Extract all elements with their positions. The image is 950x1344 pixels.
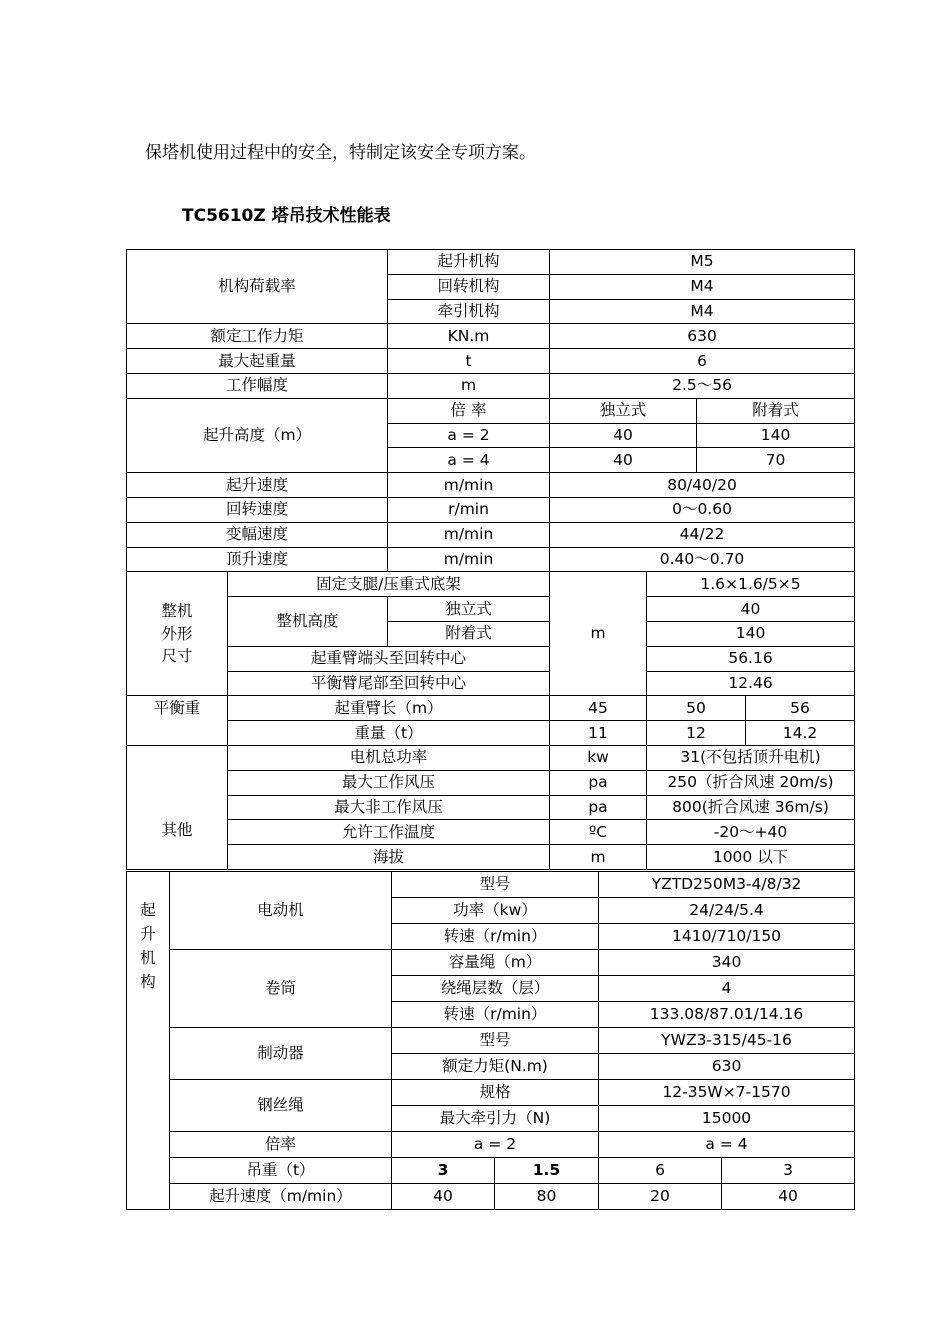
- radius-unit: m: [388, 373, 550, 398]
- brake-model-label: 型号: [392, 1028, 599, 1054]
- trolley-mech-value: M4: [550, 299, 855, 324]
- weight-label: 重量（t）: [228, 721, 550, 746]
- load-label: 吊重（t）: [170, 1158, 392, 1184]
- max-wind-label: 最大工作风压: [228, 770, 550, 795]
- load-value: 3: [722, 1158, 855, 1184]
- slew-mech-value: M4: [550, 274, 855, 299]
- table-row: [127, 1080, 855, 1106]
- max-nonwork-wind-unit: pa: [550, 795, 647, 820]
- load-value: 6: [599, 1158, 722, 1184]
- a4-free-value: 40: [550, 448, 697, 473]
- luff-speed-unit: m/min: [388, 522, 550, 547]
- hoist-speed-unit: m/min: [388, 473, 550, 498]
- climb-speed-unit: m/min: [388, 547, 550, 572]
- table-row: [127, 1184, 855, 1210]
- jib-end-value: 56.16: [647, 646, 855, 671]
- a2-free-value: 40: [550, 423, 697, 448]
- max-load-label: 最大起重量: [127, 349, 388, 374]
- altitude-unit: m: [550, 845, 647, 870]
- weight-value: 14.2: [746, 721, 855, 746]
- table-row: [127, 671, 855, 696]
- motor-speed-label: 转速（r/min）: [392, 924, 599, 950]
- reeving-a2: a = 2: [388, 423, 550, 448]
- attached-header: 附着式: [697, 398, 855, 423]
- hoist-label-char: 起: [140, 901, 156, 919]
- hoist-label-char: 机: [140, 949, 156, 968]
- dims-label-3: 尺寸: [161, 647, 193, 666]
- table-row: [127, 572, 855, 597]
- table-row: [127, 373, 855, 398]
- att-value: 140: [647, 621, 855, 646]
- power-value: 31(不包括顶升电机): [647, 745, 855, 770]
- motor-label: 电动机: [170, 872, 392, 950]
- hoist-mech-label: 起升机构: [388, 250, 550, 275]
- dims-label: [127, 572, 228, 696]
- table-row: [127, 250, 855, 275]
- motor-power-value: 24/24/5.4: [599, 898, 855, 924]
- table-row: [127, 696, 855, 721]
- lift-speed-label: 起升速度（m/min）: [170, 1184, 392, 1210]
- dims-label-1: 整机: [161, 602, 193, 621]
- free-label: 独立式: [388, 597, 550, 622]
- rope-spec-value: 12-35W×7-1570: [599, 1080, 855, 1106]
- jib-end-label: 起重臂端头至回转中心: [228, 646, 550, 671]
- table-row: [127, 349, 855, 374]
- table-row: [127, 547, 855, 572]
- dims-unit: m: [550, 572, 647, 696]
- max-nonwork-wind-value: 800(折合风速 36m/s): [647, 795, 855, 820]
- table-row: [127, 845, 855, 870]
- rated-moment-value: 630: [550, 324, 855, 349]
- table-row: [127, 872, 855, 898]
- rope-spec-label: 规格: [392, 1080, 599, 1106]
- table-row: [127, 497, 855, 522]
- reeving-a2: a = 2: [392, 1132, 599, 1158]
- reeving-a4: a = 4: [388, 448, 550, 473]
- max-load-value: 6: [550, 349, 855, 374]
- jib-len-value: 56: [746, 696, 855, 721]
- temp-value: -20～+40: [647, 820, 855, 845]
- slew-mech-label: 回转机构: [388, 274, 550, 299]
- rated-moment-unit: KN.m: [388, 324, 550, 349]
- slew-speed-label: 回转速度: [127, 497, 388, 522]
- power-label: 电机总功率: [228, 745, 550, 770]
- rope-pull-value: 15000: [599, 1106, 855, 1132]
- slew-speed-value: 0～0.60: [550, 497, 855, 522]
- luff-speed-value: 44/22: [550, 522, 855, 547]
- lift-speed-value: 40: [722, 1184, 855, 1210]
- jib-len-value: 50: [647, 696, 746, 721]
- dims-label-2: 外形: [161, 624, 193, 643]
- drum-speed-label: 转速（r/min）: [392, 1002, 599, 1028]
- altitude-value: 1000 以下: [647, 845, 855, 870]
- table-row: [127, 745, 855, 770]
- brake-torque-value: 630: [599, 1054, 855, 1080]
- motor-power-label: 功率（kw）: [392, 898, 599, 924]
- table-row: [127, 770, 855, 795]
- brake-label: 制动器: [170, 1028, 392, 1080]
- drum-layers-label: 绕绳层数（层）: [392, 976, 599, 1002]
- freestanding-header: 独立式: [550, 398, 697, 423]
- radius-value: 2.5～56: [550, 373, 855, 398]
- drum-layers-value: 4: [599, 976, 855, 1002]
- jib-len-label: 起重臂长（m）: [228, 696, 550, 721]
- cjib-end-label: 平衡臂尾部至回转中心: [228, 671, 550, 696]
- rope-pull-label: 最大牵引力（N): [392, 1106, 599, 1132]
- hoist-speed-label: 起升速度: [127, 473, 388, 498]
- table-row: [127, 473, 855, 498]
- lift-speed-value: 40: [392, 1184, 495, 1210]
- max-wind-value: 250（折合风速 20m/s): [647, 770, 855, 795]
- reeving-label: 倍率: [170, 1132, 392, 1158]
- slew-speed-unit: r/min: [388, 497, 550, 522]
- hoist-speed-value: 80/40/20: [550, 473, 855, 498]
- other-label: 其他: [127, 745, 228, 869]
- max-wind-unit: pa: [550, 770, 647, 795]
- max-load-unit: t: [388, 349, 550, 374]
- table-row: [127, 398, 855, 423]
- altitude-label: 海拔: [228, 845, 550, 870]
- lift-height-label: 起升高度（m）: [127, 398, 388, 472]
- att-label: 附着式: [388, 621, 550, 646]
- hoist-table: [126, 871, 855, 1210]
- radius-label: 工作幅度: [127, 373, 388, 398]
- climb-speed-value: 0.40～0.70: [550, 547, 855, 572]
- trolley-mech-label: 牵引机构: [388, 299, 550, 324]
- hoist-label-char: 构: [140, 973, 156, 992]
- jib-len-value: 45: [550, 696, 647, 721]
- counterweight-label: 平衡重: [127, 696, 228, 746]
- max-nonwork-wind-label: 最大非工作风压: [228, 795, 550, 820]
- hoist-mech-value: M5: [550, 250, 855, 275]
- base-label: 固定支腿/压重式底架: [228, 572, 550, 597]
- table-row: [127, 1028, 855, 1054]
- a2-att-value: 140: [697, 423, 855, 448]
- table-row: [127, 522, 855, 547]
- brake-torque-label: 额定力矩(N.m): [392, 1054, 599, 1080]
- weight-value: 11: [550, 721, 647, 746]
- a4-att-value: 70: [697, 448, 855, 473]
- reeving-header: 倍 率: [388, 398, 550, 423]
- table-row: [127, 721, 855, 746]
- base-value: 1.6×1.6/5×5: [647, 572, 855, 597]
- table-row: [127, 1132, 855, 1158]
- rated-moment-label: 额定工作力矩: [127, 324, 388, 349]
- table-row: [127, 646, 855, 671]
- climb-speed-label: 顶升速度: [127, 547, 388, 572]
- hoist-label: [127, 872, 170, 1210]
- table-row: [127, 597, 855, 622]
- table-row: [127, 1158, 855, 1184]
- table-row: [127, 820, 855, 845]
- hoist-label-char: 升: [140, 925, 156, 944]
- weight-value: 12: [647, 721, 746, 746]
- luff-speed-label: 变幅速度: [127, 522, 388, 547]
- load-value: 1.5: [495, 1158, 599, 1184]
- table-row: [127, 795, 855, 820]
- spec-table: [126, 249, 855, 870]
- drum-speed-value: 133.08/87.01/14.16: [599, 1002, 855, 1028]
- motor-model-label: 型号: [392, 872, 599, 898]
- rope-label: 钢丝绳: [170, 1080, 392, 1132]
- intro-text: 保塔机使用过程中的安全，特制定该安全专项方案。: [145, 143, 536, 163]
- motor-model-value: YZTD250M3-4/8/32: [599, 872, 855, 898]
- motor-speed-value: 1410/710/150: [599, 924, 855, 950]
- reeving-a4: a = 4: [599, 1132, 855, 1158]
- lift-speed-value: 80: [495, 1184, 599, 1210]
- lift-speed-value: 20: [599, 1184, 722, 1210]
- temp-label: 允许工作温度: [228, 820, 550, 845]
- drum-capacity-label: 容量绳（m）: [392, 950, 599, 976]
- table-title: TC5610Z 塔吊技术性能表: [182, 206, 391, 226]
- table-row: [127, 950, 855, 976]
- drum-label: 卷筒: [170, 950, 392, 1028]
- load-value: 3: [392, 1158, 495, 1184]
- mech-load-rate-label: 机构荷载率: [127, 250, 388, 324]
- power-unit: kw: [550, 745, 647, 770]
- drum-capacity-value: 340: [599, 950, 855, 976]
- table-row: [127, 324, 855, 349]
- free-value: 40: [647, 597, 855, 622]
- cjib-end-value: 12.46: [647, 671, 855, 696]
- temp-unit: ºC: [550, 820, 647, 845]
- brake-model-value: YWZ3-315/45-16: [599, 1028, 855, 1054]
- height-label: 整机高度: [228, 597, 388, 647]
